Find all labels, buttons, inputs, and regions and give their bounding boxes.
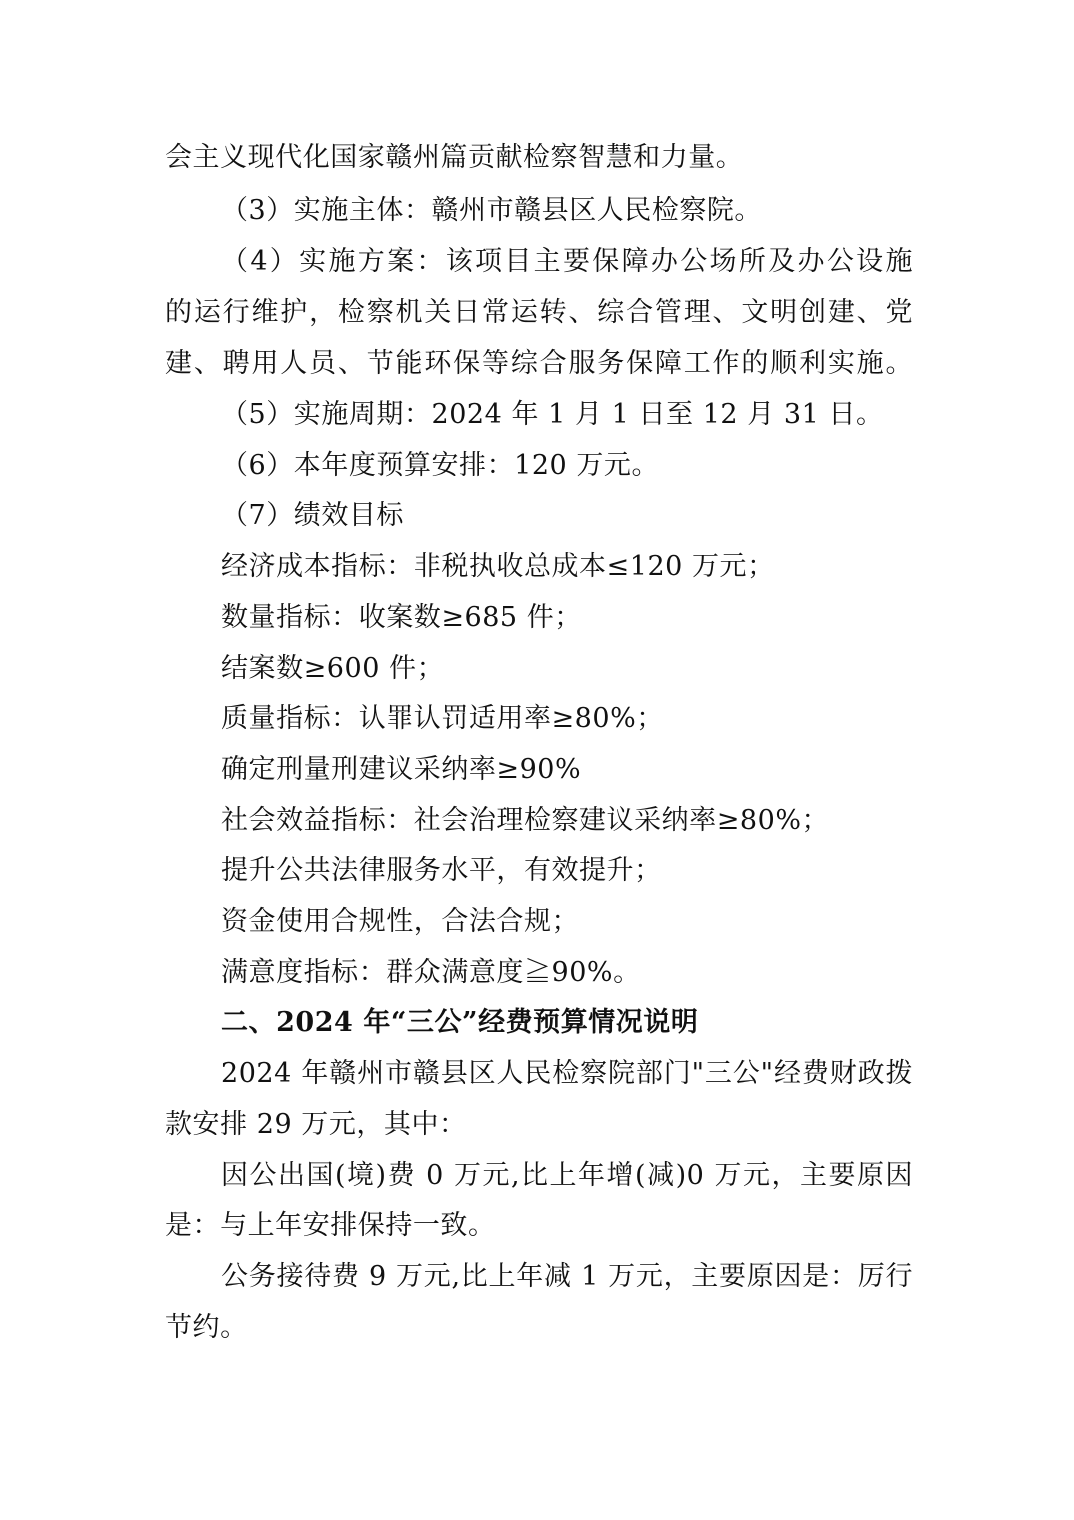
paragraph-line-1: 会主义现代化国家赣州篇贡献检察智慧和力量。 (165, 142, 744, 173)
legal-service-indicator: 提升公共法律服务水平，有效提升； (221, 855, 662, 886)
section-heading: 二、2024 年“三公”经费预算情况说明 (221, 1007, 699, 1038)
reception-expense-line-2: 节约。 (165, 1312, 248, 1343)
overseas-expense-line-1: 因公出国(境)费 0 万元,比上年增(减)0 万元，主要原因 (221, 1160, 913, 1191)
three-public-budget-line-1: 2024 年赣州市赣县区人民检察院部门"三公"经费财政拨 (221, 1058, 913, 1089)
social-benefit-indicator: 社会效益指标：社会治理检察建议采纳率≥80%； (221, 805, 830, 836)
overseas-expense-line-2: 是：与上年安排保持一致。 (165, 1210, 496, 1241)
three-public-budget-line-2: 款安排 29 万元，其中： (165, 1109, 467, 1140)
quality-indicator: 质量指标：认罪认罚适用率≥80%； (221, 703, 664, 734)
reception-expense-line-1: 公务接待费 9 万元,比上年减 1 万元，主要原因是：厉行 (221, 1261, 913, 1292)
closed-cases-indicator: 结案数≥600 件； (221, 653, 445, 684)
fund-compliance-indicator: 资金使用合规性，合法合规； (221, 906, 580, 937)
economic-cost-indicator: 经济成本指标：非税执收总成本≤120 万元； (221, 551, 775, 582)
implementing-entity-line: （3）实施主体：赣州市赣县区人民检察院。 (221, 195, 762, 226)
sentencing-adoption-indicator: 确定刑量刑建议采纳率≥90% (221, 754, 582, 785)
implementation-plan-line-2: 的运行维护，检察机关日常运转、综合管理、文明创建、党 (165, 297, 913, 328)
implementation-plan-line-1: （4）实施方案：该项目主要保障办公场所及办公设施 (221, 246, 913, 277)
implementation-plan-line-3: 建、聘用人员、节能环保等综合服务保障工作的顺利实施。 (165, 348, 913, 379)
performance-goal-heading: （7）绩效目标 (221, 500, 404, 531)
satisfaction-indicator: 满意度指标：群众满意度≧90%。 (221, 957, 641, 988)
implementation-period-line: （5）实施周期：2024 年 1 月 1 日至 12 月 31 日。 (221, 399, 884, 430)
annual-budget-line: （6）本年度预算安排：120 万元。 (221, 450, 660, 481)
quantity-indicator: 数量指标：收案数≥685 件； (221, 602, 582, 633)
